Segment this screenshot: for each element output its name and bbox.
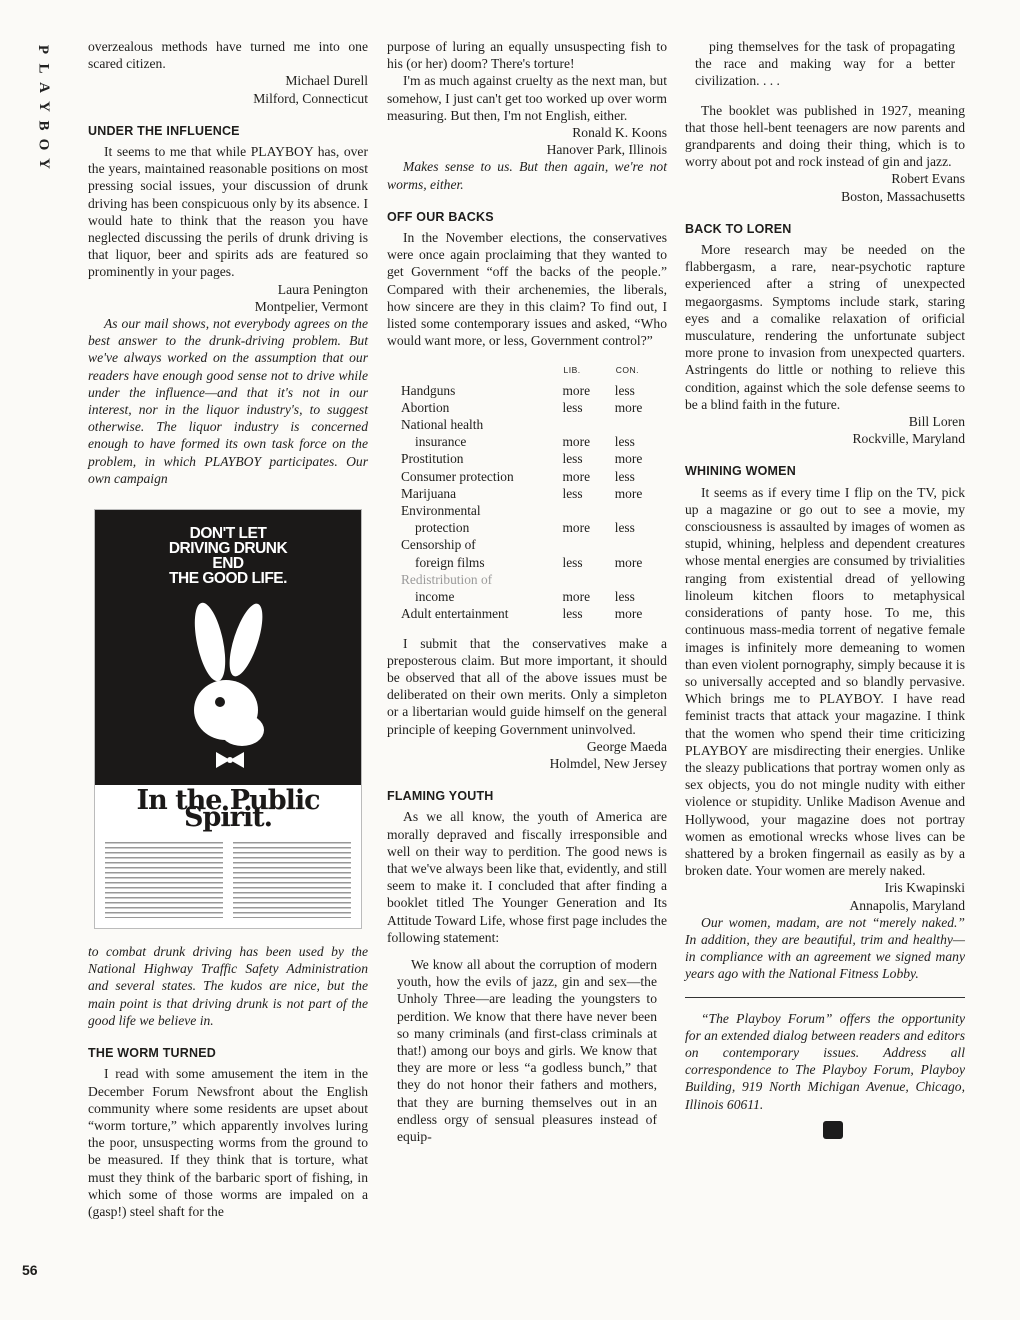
- forum-footer-note: “The Playboy Forum” offers the opportunity for an extended dialog between readers and editors on contemporary issues. Address all correspondence to The Playboy Forum, Playboy Building, 919 North Michigan Avenue, Chicago, Illinois 60611.: [685, 1010, 966, 1112]
- lib-cell: [563, 571, 615, 588]
- column-1: [88, 38, 368, 1220]
- quote-text: We know all about the corruption of modern youth, how the evils of jazz, gin and sex—the Unholy Three—are leading the youngsters to perdition. We know that there have never been so many criminals (and first-class criminals at that!) among our boys and girls. We know that they are more or less “a godless bunch,” that they do not honor their fathers and mothers, that they are burning themselves out in an endless orgy of sensual pleasures instead of equip-: [397, 956, 657, 1144]
- con-cell: less: [614, 468, 635, 484]
- ad-headline-line: DRIVING DRUNK: [168, 540, 288, 558]
- letter-text: It seems as if every time I flip on the TV, pick up a magazine or go out to see a movie, my consciousness is assaulted by images of women as stupid, whining, helpless and dependent creatures whose mental energies are consumed by trivialities ranging from existential dread of yellowing linoleum kitchen floors to metaphysical considerations of panty hose. To me, this continuous mass-media torrent of negative female images is infinitely more demeaning to women than even violent pornography, simply because it is so universally accepted and so blandly pervasive. Which brings me to PLAYBOY. I have read feminist tracts that attack your magazine. I think that the women who spend their time criticizing PLAYBOY are misdirecting their energies. Unlike the sleazy publications that portray women only as sex objects, you do not mingle nudity with either violence or stupidity. Unlike Madison Avenue and Hollywood, your magazine does not portray women as emotional wrecks whose lives can be shattered by a broken fingernail as easily as by a broken date. Your women are merely naked.: [685, 484, 965, 879]
- issue-cell: Environmental: [401, 503, 481, 519]
- side-tab-letter: O: [35, 138, 52, 151]
- letter-signature-name: Ronald K. Koons: [572, 125, 667, 141]
- issue-cell: Adult entertainment: [401, 606, 509, 622]
- side-tab-letter: P: [35, 44, 52, 55]
- lib-cell: [563, 536, 615, 553]
- issue-cell: Abortion: [401, 399, 450, 415]
- column-header-con: CON.: [615, 365, 639, 376]
- letter-signature-name: Laura Penington: [277, 281, 368, 297]
- lib-cell: less: [562, 399, 583, 415]
- lib-cell: more: [562, 520, 591, 536]
- lib-cell: more: [562, 589, 591, 605]
- letter-text: purpose of luring an equally unsuspecting fish to his (or her) doom? There's torture!: [387, 39, 667, 72]
- con-cell: less: [614, 382, 635, 398]
- con-cell: [615, 416, 667, 433]
- booklet-quote: [387, 956, 667, 1145]
- table-row: [401, 588, 667, 605]
- ad-title: In the Public Spirit.: [136, 785, 320, 834]
- issue-cell: insurance: [415, 434, 467, 450]
- lib-cell: less: [562, 554, 583, 570]
- table-row: [401, 485, 667, 502]
- letter-signature-name: Bill Loren: [908, 414, 965, 430]
- section-heading: WHINING WOMEN: [685, 464, 796, 479]
- column-3: [685, 38, 965, 1139]
- table-row: [401, 399, 667, 416]
- issue-cell: protection: [415, 520, 470, 536]
- letter-text: overzealous methods have turned me into one scared citizen.: [88, 39, 368, 72]
- side-tab-letter: B: [35, 120, 52, 131]
- letter-signature-place: Montpelier, Vermont: [254, 298, 368, 314]
- ad-headline-line: THE GOOD LIFE.: [169, 570, 287, 588]
- table-header-row: [401, 361, 667, 381]
- table-row: [401, 433, 667, 450]
- letter-text: I submit that the conservatives make a preposterous claim. But more important, it should be observed that all of the above issues must be deliberated on their own merits. Only a simpleton or a libertarian would guide himself on the general principle of keeping Government uninvolved.: [387, 635, 667, 737]
- con-cell: more: [614, 485, 643, 501]
- side-tab-letter: A: [35, 82, 52, 93]
- editor-reply: Makes sense to us. But then again, we're not worms, either.: [387, 159, 667, 192]
- lib-cell: [563, 502, 615, 519]
- side-tab-letter: Y: [35, 158, 52, 169]
- con-cell: less: [614, 520, 635, 536]
- table-row: [401, 468, 667, 485]
- con-cell: less: [614, 434, 635, 450]
- con-cell: more: [614, 554, 643, 570]
- letter-text: In the November elections, the conservatives were once again proclaiming that they wanted to get Government “off the backs of the people.” Compared with their archenemies, the liberals, how sincere are they in this claim? To find out, I listed some contemporary issues and asked, “Who would want more, or less, Government control?”: [387, 230, 667, 349]
- lib-cell: less: [562, 606, 583, 622]
- letter-text: I read with some amusement the item in the December Forum Newsfront about the English community where some residents are upset about “worm torture,” which apparently involves luring the poor, unsuspecting worms from the ground to be measured. If they think that is torture, what must they think of the barbaric sport of fishing, in which some of those worms are impaled on a (gasp!) steel shaft for the: [88, 1066, 368, 1219]
- issue-cell: National health: [401, 417, 484, 433]
- ad-headline-line: DON'T LET: [189, 525, 267, 543]
- public-spirit-ad: [94, 509, 362, 929]
- letter-signature-place: Boston, Massachusetts: [841, 188, 965, 204]
- table-row: [401, 416, 667, 433]
- con-cell: [615, 571, 667, 588]
- table-row: [401, 519, 667, 536]
- ad-headline: [95, 526, 361, 586]
- table-row: [401, 554, 667, 571]
- section-heading: BACK TO LOREN: [685, 221, 792, 236]
- issue-cell: Redistribution of: [401, 571, 493, 587]
- table-body: [401, 382, 667, 623]
- editor-reply: As our mail shows, not everybody agrees on the best answer to the drunk-driving problem. But we've always worked on the assumption that our readers have enough good sense not to drive while under the influence—and that it's not in our interest, nor in the liquor industry's, to suggest otherwise. The liquor industry is concerned enough to have formed its own task force on the problem, in which PLAYBOY participates. Our own campaign: [88, 316, 368, 486]
- con-cell: more: [614, 399, 643, 415]
- ad-fine-print-column: [105, 842, 223, 918]
- lib-cell: more: [562, 434, 591, 450]
- letter-text: As we all know, the youth of America are morally depraved and fiscally irresponsible and well on their way to perdition. The good news is that we've always been like that, evidently, and still seem to make it. I concluded that after finding a booklet titled The Younger Generation and Its Attitude Toward Life, whose first page includes the following statement:: [387, 809, 667, 945]
- letter-signature-place: Holmdel, New Jersey: [549, 755, 667, 771]
- table-row: [401, 571, 667, 588]
- letter-signature-place: Milford, Connecticut: [253, 90, 368, 106]
- issue-cell: Consumer protection: [401, 468, 514, 484]
- section-heading: THE WORM TURNED: [88, 1046, 216, 1061]
- lib-cell: less: [562, 451, 583, 467]
- con-cell: more: [614, 451, 643, 467]
- con-cell: more: [614, 606, 643, 622]
- con-cell: [615, 502, 667, 519]
- table-row: [401, 605, 667, 622]
- ad-headline-line: END: [212, 555, 244, 573]
- side-tab-letter: Y: [35, 101, 52, 112]
- issue-cell: Handguns: [401, 382, 456, 398]
- table-row: [401, 536, 667, 553]
- letter-text: More research may be needed on the flabbergasm, a rare, near-psychotic rapture experienced after a string of unexpected megaorgasms. Symptoms include stark, staring eyes and a comalike relaxation of orificial musculature, rendering the unfortunate subject more prone to invasion from unexpected quarters. Astringents do little or nothing to relieve this condition, against which the sole defense seems to be a blind faith in the future.: [685, 242, 965, 412]
- letter-signature-place: Hanover Park, Illinois: [546, 142, 667, 158]
- table-row: [401, 382, 667, 399]
- government-control-table: [401, 361, 667, 622]
- editor-reply: to combat drunk driving has been used by the National Highway Traffic Safety Administration and several states. The kudos are nice, but the main point is that driving drunk is not part of the good life we believe in.: [88, 944, 368, 1028]
- lib-cell: less: [562, 485, 583, 501]
- issue-cell: income: [415, 589, 455, 605]
- lib-cell: more: [562, 468, 591, 484]
- ad-fine-print-column: [233, 842, 351, 918]
- con-cell: less: [614, 589, 635, 605]
- editor-reply: Our women, madam, are not “merely naked.” In addition, they are beautiful, trim and healthy—in compliance with an agreement we signed many years ago with the National Fitness Lobby.: [685, 914, 965, 982]
- table-row: [401, 502, 667, 519]
- column-header-lib: LIB.: [563, 365, 581, 376]
- divider: [685, 997, 965, 998]
- letter-signature-name: George Maeda: [586, 738, 667, 754]
- letter-signature-name: Michael Durell: [285, 73, 368, 89]
- column-2: [387, 38, 667, 1145]
- ad-fine-print: [105, 842, 351, 922]
- lib-cell: more: [562, 382, 591, 398]
- magazine-side-tab: [30, 40, 56, 173]
- rabbit-end-mark-icon: [823, 1121, 843, 1139]
- issue-cell: foreign films: [415, 554, 485, 570]
- letter-signature-name: Robert Evans: [891, 171, 965, 187]
- section-heading: OFF OUR BACKS: [387, 209, 494, 224]
- letter-signature-place: Rockville, Maryland: [852, 431, 965, 447]
- letter-signature-name: Iris Kwapinski: [884, 880, 965, 896]
- letter-text: The booklet was published in 1927, meaning that those hell-bent teenagers are now parents and grandparents and doing their thing, which is to worry about pot and rock instead of gin and jazz.: [685, 102, 965, 170]
- quote-text: ping themselves for the task of propagating the race and making way for a better civilization. . . .: [695, 39, 955, 89]
- con-cell: [615, 536, 667, 553]
- letter-text: I'm as much against cruelty as the next man, but somehow, I just can't get too worked up over worm measuring. But then, I'm not English, either.: [387, 73, 667, 123]
- issue-cell: Censorship of: [401, 537, 476, 553]
- lib-cell: [563, 416, 615, 433]
- table-row: [401, 450, 667, 467]
- section-heading: FLAMING YOUTH: [387, 789, 494, 804]
- page-number: 56: [22, 1262, 38, 1278]
- side-tab-letter: L: [35, 63, 52, 74]
- issue-cell: Prostitution: [401, 451, 464, 467]
- booklet-quote-continued: [685, 38, 965, 90]
- rabbit-head-logo-icon: [180, 602, 280, 780]
- section-heading: UNDER THE INFLUENCE: [88, 123, 240, 138]
- letter-text: It seems to me that while PLAYBOY has, over the years, maintained reasonable positions on most pressing social issues, your discussion of drunk driving has been conspicuous only by its absence. I would hate to think that the reason you have neglected discussing the perils of drunk driving is that liquor, beer and spirits ads are featured so prominently in your pages.: [88, 144, 368, 280]
- issue-cell: Marijuana: [401, 485, 457, 501]
- letter-signature-place: Annapolis, Maryland: [849, 897, 965, 913]
